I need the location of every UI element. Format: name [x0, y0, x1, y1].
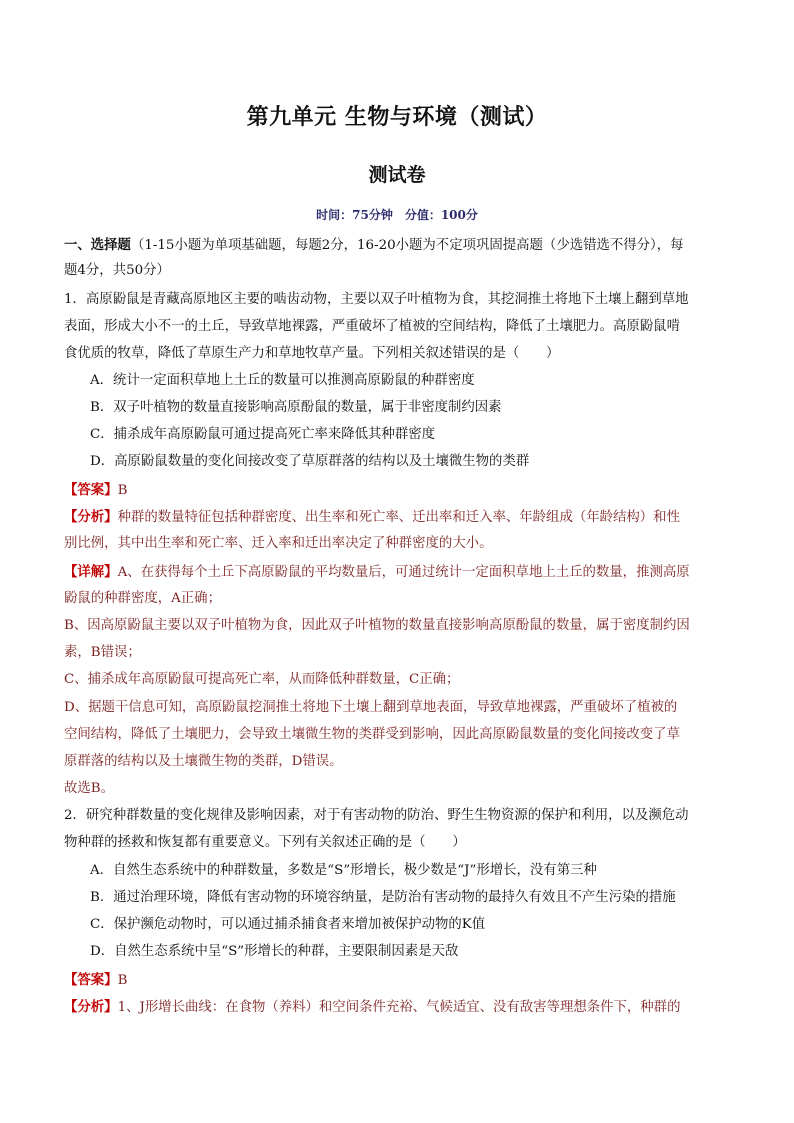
answer-label: 【答案】	[64, 972, 118, 988]
q1-detail-cont: 素，B错误；	[64, 645, 141, 660]
section-note: （1-15小题为单项基础题，每题2分，16-20小题为不定项巩固提高题（少选错选不得分），每	[130, 238, 684, 253]
q1-stem: 1．高原鼢鼠是青藏高原地区主要的啮齿动物，主要以双子叶植物为食，其挖洞推土将地下土壤上翻到草地	[64, 292, 689, 307]
q2-option-b: B．通过治理环境，降低有害动物的环境容纳量，是防治有害动物的最持久有效且不产生污染的措施	[90, 890, 676, 905]
q1-conclusion: 故选B。	[64, 781, 115, 796]
q1-detail-cont: C、捕杀成年高原鼢鼠可提高死亡率，从而降低种群数量，C正确；	[64, 672, 460, 687]
q1-analysis-cont: 别比例，其中出生率和死亡率、迁入率和迁出率决定了种群密度的大小。	[64, 536, 493, 551]
q1-stem: 表面，形成大小不一的土丘，导致草地裸露，严重破坏了植被的空间结构，降低了土壤肥力。高原鼢鼠啃	[64, 319, 680, 334]
q2-stem: 物种群的拯救和恢复都有重要意义。下列有关叙述正确的是（ ）	[64, 835, 466, 850]
q1-option-a: A．统计一定面积草地上土丘的数量可以推测高原鼢鼠的种群密度	[90, 373, 475, 388]
q1-detail-cont: B、因高原鼢鼠主要以双子叶植物为食，因此双子叶植物的数量直接影响高原酚鼠的数量，属于密度制约因	[64, 618, 690, 633]
q2-option-d: D．自然生态系统中呈“S”形增长的种群，主要限制因素是天敌	[90, 944, 459, 959]
answer-label: 【答案】	[64, 482, 118, 498]
q1-option-c: C．捕杀成年高原鼢鼠可通过提高死亡率来降低其种群密度	[90, 427, 436, 442]
answer-value: B	[117, 483, 128, 498]
analysis-text: 1、J形增长曲线：在食物（养料）和空间条件充裕、气候适宜、没有敌害等理想条件下，种群的	[117, 1000, 681, 1015]
q1-detail	[64, 563, 690, 582]
analysis-text: 种群的数量特征包括种群密度、出生率和死亡率、迁出率和迁入率、年龄组成（年龄结构）和性	[117, 510, 680, 525]
analysis-label: 【分析】	[64, 999, 118, 1015]
analysis-label: 【分析】	[64, 509, 118, 525]
section-heading: 一、选择题	[64, 237, 131, 253]
page-subtitle: 测试卷	[368, 164, 426, 186]
q2-stem: 2．研究种群数量的变化规律及影响因素，对于有害动物的防治、野生生物资源的保护和利用，以及濒危动	[64, 808, 689, 823]
detail-label: 【详解】	[64, 564, 118, 580]
q1-detail-cont: 原群落的结构以及土壤微生物的类群，D错误。	[64, 754, 343, 769]
q1-analysis	[64, 508, 680, 527]
q2-analysis	[64, 998, 680, 1017]
exam-meta: 时间：75分钟 分值：100分	[316, 208, 478, 222]
q1-option-b: B．双子叶植物的数量直接影响高原酚鼠的数量，属于非密度制约因素	[90, 400, 502, 415]
q1-option-d: D．高原鼢鼠数量的变化间接改变了草原群落的结构以及土壤微生物的类群	[90, 454, 530, 469]
q1-detail-cont: 空间结构，降低了土壤肥力，会导致土壤微生物的类群受到影响，因此高原鼢鼠数量的变化间接改变了草	[64, 727, 680, 742]
detail-text: A、在获得每个土丘下高原鼢鼠的平均数量后，可通过统计一定面积草地上土丘的数量，推测高原	[117, 565, 690, 580]
answer-value: B	[117, 973, 128, 988]
q1-detail-cont: 鼢鼠的种群密度，A正确；	[64, 591, 221, 606]
q2-option-c: C．保护濒危动物时，可以通过捕杀捕食者来增加被保护动物的K值	[90, 917, 486, 932]
page-title: 第九单元 生物与环境（测试）	[246, 105, 548, 130]
section-note-line: 题4分，共50分）	[64, 263, 170, 278]
q1-stem: 食优质的牧草，降低了草原生产力和草地牧草产量。下列相关叙述错误的是（ ）	[64, 346, 560, 361]
q2-answer	[64, 971, 127, 990]
q1-detail-cont: D、据题干信息可知，高原鼢鼠挖洞推土将地下土壤上翻到草地表面，导致草地裸露，严重破坏了植被的	[64, 700, 678, 715]
q2-option-a: A．自然生态系统中的种群数量，多数是“S”形增长，极少数是“J”形增长，没有第三种	[90, 863, 597, 878]
section-heading-line	[64, 236, 684, 255]
q1-answer	[64, 481, 127, 500]
